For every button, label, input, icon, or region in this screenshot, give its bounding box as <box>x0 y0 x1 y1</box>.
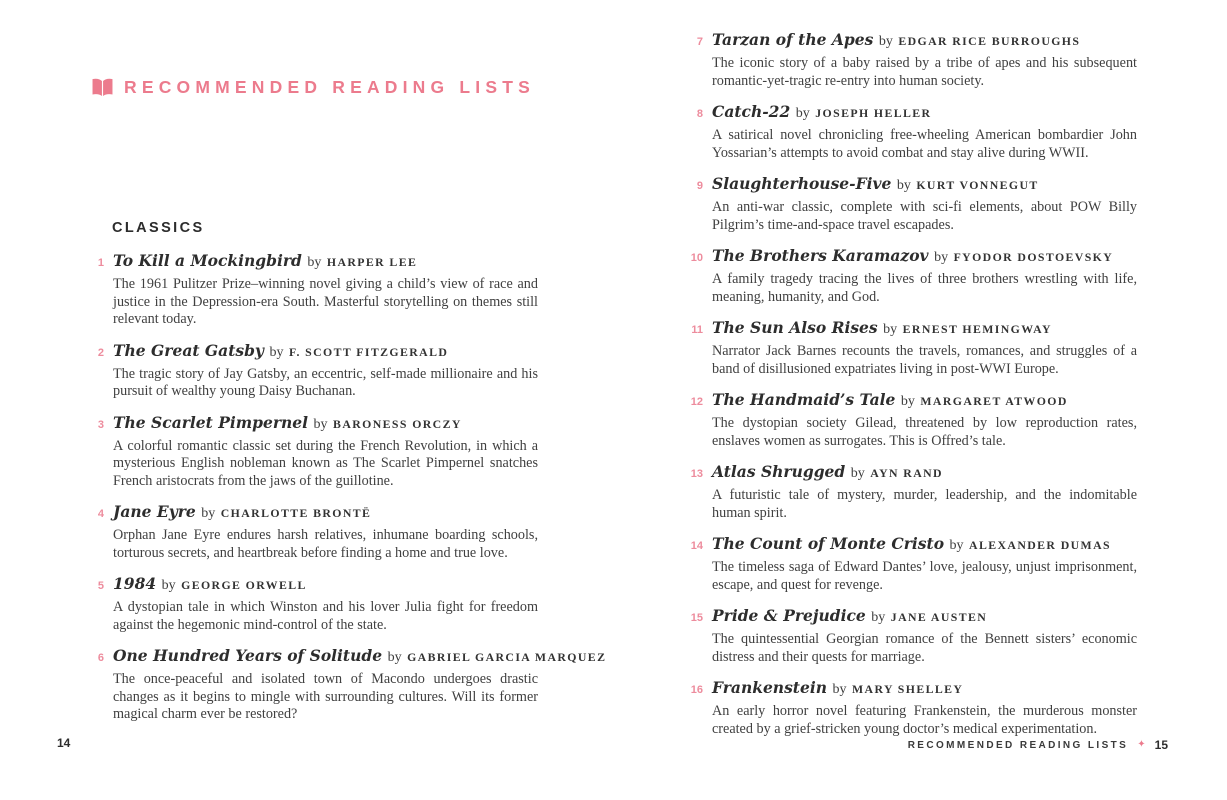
book-description: Narrator Jack Barnes recounts the travels, romances, and struggles of a band of disillusioned expatriates living in post-WWI Europe. <box>712 343 1137 377</box>
book-entry-body <box>712 462 1137 522</box>
book-number: 3 <box>97 418 104 431</box>
book-entry-body <box>113 646 607 724</box>
left-page <box>0 0 613 800</box>
book-title-line <box>113 413 538 435</box>
book-entry-body <box>712 390 1137 450</box>
book-title: One Hundred Years of Solitude <box>113 646 383 665</box>
book-description: A family tragedy tracing the lives of three brothers wrestling with life, meaning, humanity, and God. <box>712 271 1137 305</box>
book-list-item <box>82 341 538 401</box>
book-author: HARPER LEE <box>326 255 418 269</box>
book-by-word: by <box>792 106 814 121</box>
book-number: 11 <box>691 324 703 336</box>
book-by-word: by <box>384 650 406 665</box>
book-description: The 1961 Pulitzer Prize–winning novel giving a child’s view of race and justice in the Depression-era South. Masterful storytelling on themes still relevant today. <box>113 276 538 327</box>
book-by-word: by <box>847 466 869 481</box>
book-list-right <box>681 30 1137 750</box>
book-author: GEORGE ORWELL <box>181 578 307 592</box>
book-description: The timeless saga of Edward Dantes’ love, jealousy, unjust imprisonment, escape, and quest for revenge. <box>712 559 1137 593</box>
book-number: 6 <box>97 652 104 664</box>
book-by-word: by <box>310 416 332 432</box>
book-author: JANE AUSTEN <box>890 610 988 624</box>
book-list-item <box>681 534 1137 594</box>
book-title: 1984 <box>113 574 157 593</box>
book-list-left <box>82 251 607 736</box>
diamond-icon: ✦ <box>1137 739 1146 750</box>
book-by-word: by <box>879 322 901 337</box>
book-description: The once-peaceful and isolated town of Macondo undergoes drastic changes as it begins to mingle with surrounding cultures. Will its former magical charm ever be restored? <box>113 671 538 722</box>
book-title-line <box>113 646 607 668</box>
book-title-line <box>712 318 1137 340</box>
book-by-word: by <box>867 610 889 625</box>
book-description: The iconic story of a baby raised by a tribe of apes and his subsequent romantic-yet-tragic re-entry into human society. <box>712 55 1137 89</box>
book-list-item <box>681 246 1137 306</box>
book-number: 15 <box>690 612 703 624</box>
book-title: The Handmaid’s Tale <box>712 390 896 409</box>
book-number: 2 <box>97 346 104 359</box>
book-title: The Brothers Karamazov <box>712 246 929 265</box>
masthead-title: RECOMMENDED READING LISTS <box>124 77 535 97</box>
book-title-line <box>712 678 1137 700</box>
book-title: The Great Gatsby <box>113 340 264 360</box>
book-number: 1 <box>97 257 104 269</box>
book-number: 13 <box>690 468 703 480</box>
book-number: 10 <box>690 252 703 264</box>
book-number: 16 <box>690 684 703 696</box>
book-by-word: by <box>875 34 897 49</box>
book-entry-body <box>113 413 538 491</box>
open-book-icon <box>91 78 114 97</box>
book-title-line <box>712 390 1137 412</box>
book-title: Atlas Shrugged <box>712 462 846 481</box>
book-description: A futuristic tale of mystery, murder, leadership, and the indomitable human spirit. <box>712 487 1137 521</box>
book-description: The dystopian society Gilead, threatened by low reproduction rates, enslaves women as surrogates. This is Offred’s tale. <box>712 415 1137 449</box>
book-list-item <box>681 318 1137 378</box>
book-number: 12 <box>690 396 703 408</box>
book-author: BARONESS ORCZY <box>333 416 462 431</box>
book-entry-body <box>712 534 1137 594</box>
book-description: Orphan Jane Eyre endures harsh relatives, inhumane boarding schools, torturous secrets, and heartbreak before finding a home and true love. <box>113 527 538 561</box>
book-by-word: by <box>897 394 919 409</box>
book-list-item <box>681 174 1137 234</box>
book-title: Frankenstein <box>712 678 827 697</box>
book-number: 14 <box>690 540 703 552</box>
book-number: 7 <box>696 36 703 48</box>
running-footer-label: RECOMMENDED READING LISTS <box>907 739 1129 751</box>
section-heading-classics: CLASSICS <box>112 220 205 236</box>
book-entry-body <box>712 246 1137 306</box>
book-title: Tarzan of the Apes <box>712 30 874 49</box>
book-title: To Kill a Mockingbird <box>113 251 302 270</box>
book-title-line <box>712 174 1137 196</box>
book-author: MARGARET ATWOOD <box>920 394 1068 408</box>
book-author: EDGAR RICE BURROUGHS <box>898 34 1081 48</box>
book-description: The quintessential Georgian romance of the Bennett sisters’ economic distress and their quests for marriage. <box>712 631 1137 665</box>
book-description: A satirical novel chronicling free-wheeling American bombardier John Yossarian’s attempts to avoid combat and stay alive during WWII. <box>712 127 1137 161</box>
book-title-line <box>113 574 538 596</box>
book-by-word: by <box>829 682 850 697</box>
book-by-word: by <box>158 578 180 593</box>
book-title-line <box>712 534 1137 556</box>
book-description: A colorful romantic classic set during the French Revolution, in which a mysterious English nobleman known as The Scarlet Pimpernel snatches French aristocrats from the jaws of the guillotine. <box>113 437 538 489</box>
book-entry-body <box>113 574 538 634</box>
book-by-word: by <box>930 250 952 265</box>
book-title: Pride & Prejudice <box>712 606 866 625</box>
book-title: Catch-22 <box>712 102 791 121</box>
book-title-line <box>712 606 1137 628</box>
book-number: 9 <box>696 180 703 192</box>
book-author: JOSEPH HELLER <box>815 106 932 120</box>
book-title-line <box>113 502 538 524</box>
book-title: Slaughterhouse-Five <box>712 174 892 193</box>
book-title-line <box>712 102 1137 124</box>
book-description: A dystopian tale in which Winston and his lover Julia fight for freedom against the hegemonic mind-control of the state. <box>113 599 538 633</box>
book-by-word: by <box>197 506 219 521</box>
book-list-item <box>82 502 538 562</box>
book-title: Jane Eyre <box>113 502 196 521</box>
book-description: An early horror novel featuring Frankenstein, the murderous monster created by a grief-stricken young doctor’s medical experimentation. <box>712 703 1137 737</box>
left-page-number: 14 <box>57 736 71 750</box>
right-page-number: 15 <box>1154 738 1168 752</box>
book-title: The Sun Also Rises <box>712 318 878 337</box>
book-title-line <box>113 341 538 363</box>
book-entry-body <box>712 606 1137 666</box>
book-author: KURT VONNEGUT <box>916 178 1039 192</box>
book-list-item <box>681 30 1137 90</box>
book-author: FYODOR DOSTOEVSKY <box>953 250 1114 264</box>
running-footer <box>908 738 1168 752</box>
book-list-item <box>82 413 538 491</box>
masthead <box>91 77 535 98</box>
book-author: MARY SHELLEY <box>852 682 964 696</box>
book-list-item <box>82 646 607 724</box>
book-title: The Scarlet Pimpernel <box>113 412 309 432</box>
book-by-word: by <box>946 538 968 553</box>
book-list-item <box>681 462 1137 522</box>
book-description: An anti-war classic, complete with sci-fi elements, about POW Billy Pilgrim’s time-and-space travel escapades. <box>712 199 1137 233</box>
book-entry-body <box>712 318 1137 378</box>
book-by-word: by <box>265 344 287 360</box>
book-entry-body <box>712 678 1137 738</box>
book-author: AYN RAND <box>870 466 943 480</box>
book-author: ALEXANDER DUMAS <box>969 538 1111 552</box>
book-title-line <box>113 251 538 273</box>
book-author: GABRIEL GARCIA MARQUEZ <box>407 650 607 664</box>
book-title-line <box>712 246 1137 268</box>
book-title-line <box>712 30 1137 52</box>
book-list-item <box>82 574 538 634</box>
book-by-word: by <box>303 255 325 270</box>
book-list-item <box>681 102 1137 162</box>
book-number: 8 <box>696 108 703 120</box>
book-by-word: by <box>893 178 915 193</box>
book-entry-body <box>712 174 1137 234</box>
book-title: The Count of Monte Cristo <box>712 534 945 553</box>
right-page <box>613 0 1227 800</box>
book-number: 5 <box>97 580 104 592</box>
book-list-item <box>681 678 1137 738</box>
book-entry-body <box>113 341 538 401</box>
book-author: F. SCOTT FITZGERALD <box>288 344 449 359</box>
book-title-line <box>712 462 1137 484</box>
book-author: ERNEST HEMINGWAY <box>902 322 1052 336</box>
book-list-item <box>681 606 1137 666</box>
book-list-item <box>681 390 1137 450</box>
book-description: The tragic story of Jay Gatsby, an eccentric, self-made millionaire and his pursuit of wealthy young Daisy Buchanan. <box>113 365 538 399</box>
book-list-item <box>82 251 538 329</box>
book-entry-body <box>113 251 538 329</box>
book-entry-body <box>712 30 1137 90</box>
book-author: CHARLOTTE BRONTË <box>220 506 372 520</box>
book-entry-body <box>712 102 1137 162</box>
book-number: 4 <box>97 508 104 520</box>
book-entry-body <box>113 502 538 562</box>
